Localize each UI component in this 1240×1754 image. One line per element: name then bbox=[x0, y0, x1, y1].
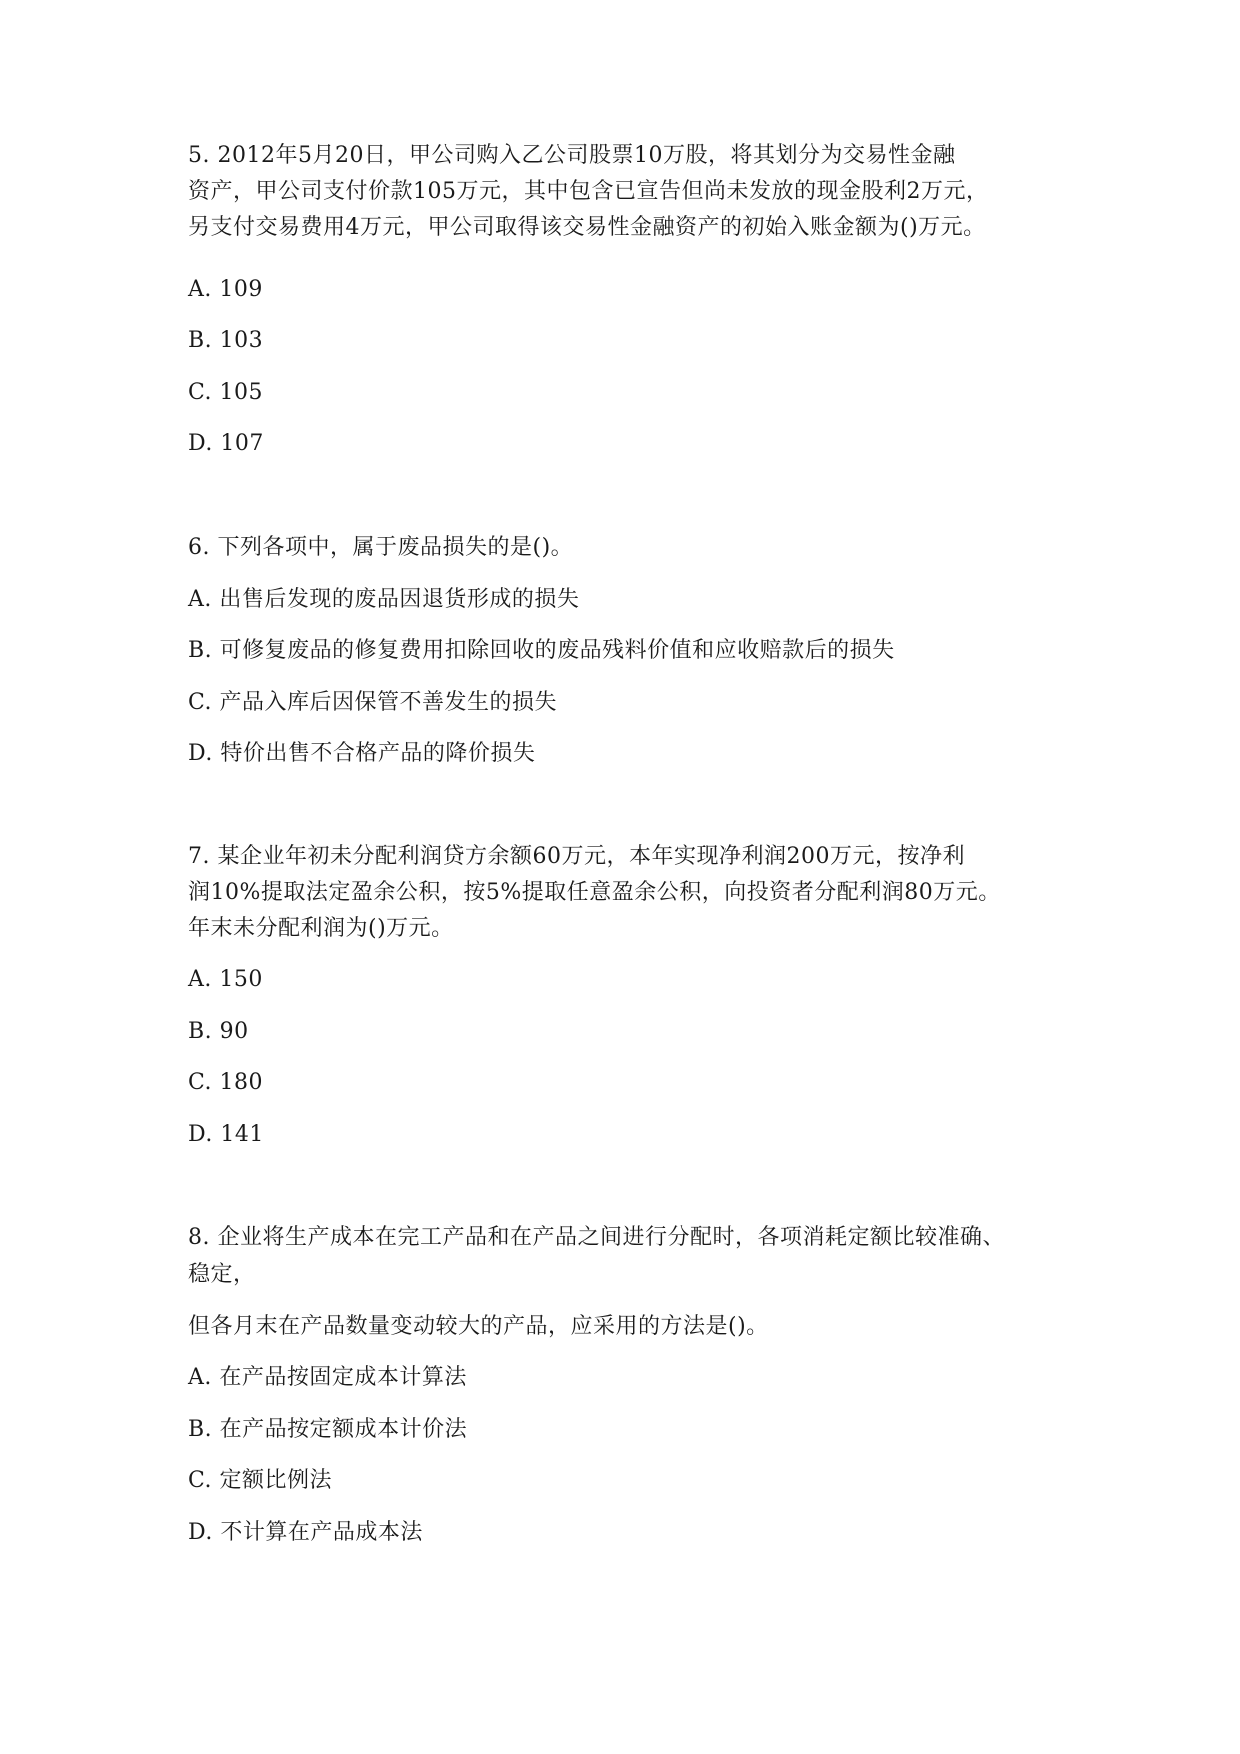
question-6-text-line-1: 6. 下列各项中，属于废品损失的是()。 bbox=[188, 535, 574, 560]
question-5-option-a: A. 109 bbox=[188, 277, 263, 302]
question-6-option-b: B. 可修复废品的修复费用扣除回收的废品残料价值和应收赔款后的损失 bbox=[188, 638, 895, 663]
question-8-text-line-1: 8. 企业将生产成本在完工产品和在产品之间进行分配时，各项消耗定额比较准确、 bbox=[188, 1225, 1005, 1250]
question-5-text-line-1: 5. 2012年5月20日，甲公司购入乙公司股票10万股，将其划分为交易性金融 bbox=[188, 143, 956, 168]
question-7-text-line-3: 年末未分配利润为()万元。 bbox=[188, 916, 454, 941]
question-5-option-c: C. 105 bbox=[188, 380, 264, 405]
question-5-text-line-2: 资产，甲公司支付价款105万元，其中包含已宣告但尚未发放的现金股利2万元， bbox=[188, 179, 989, 204]
question-7-text-line-1: 7. 某企业年初未分配利润贷方余额60万元，本年实现净利润200万元，按净利 bbox=[188, 844, 965, 869]
question-7-option-c: C. 180 bbox=[188, 1070, 264, 1095]
question-8-text-line-2: 稳定， bbox=[188, 1262, 256, 1287]
question-6-option-d: D. 特价出售不合格产品的降价损失 bbox=[188, 741, 536, 766]
question-5-option-d: D. 107 bbox=[188, 431, 264, 456]
question-8-option-b: B. 在产品按定额成本计价法 bbox=[188, 1417, 468, 1442]
question-7-option-a: A. 150 bbox=[188, 967, 263, 992]
question-8-option-c: C. 定额比例法 bbox=[188, 1468, 333, 1493]
question-8-option-d: D. 不计算在产品成本法 bbox=[188, 1520, 423, 1545]
question-8-option-a: A. 在产品按固定成本计算法 bbox=[188, 1365, 467, 1390]
question-7-option-d: D. 141 bbox=[188, 1122, 264, 1147]
question-8-text-line-3: 但各月末在产品数量变动较大的产品，应采用的方法是()。 bbox=[188, 1314, 769, 1339]
question-7-text-line-2: 润10%提取法定盈余公积，按5%提取任意盈余公积，向投资者分配利润80万元。 bbox=[188, 880, 1001, 905]
question-6-option-a: A. 出售后发现的废品因退货形成的损失 bbox=[188, 587, 580, 612]
question-5-option-b: B. 103 bbox=[188, 328, 264, 353]
question-5-text-line-3: 另支付交易费用4万元，甲公司取得该交易性金融资产的初始入账金额为()万元。 bbox=[188, 215, 986, 240]
question-6-option-c: C. 产品入库后因保管不善发生的损失 bbox=[188, 690, 558, 715]
question-7-option-b: B. 90 bbox=[188, 1019, 249, 1044]
